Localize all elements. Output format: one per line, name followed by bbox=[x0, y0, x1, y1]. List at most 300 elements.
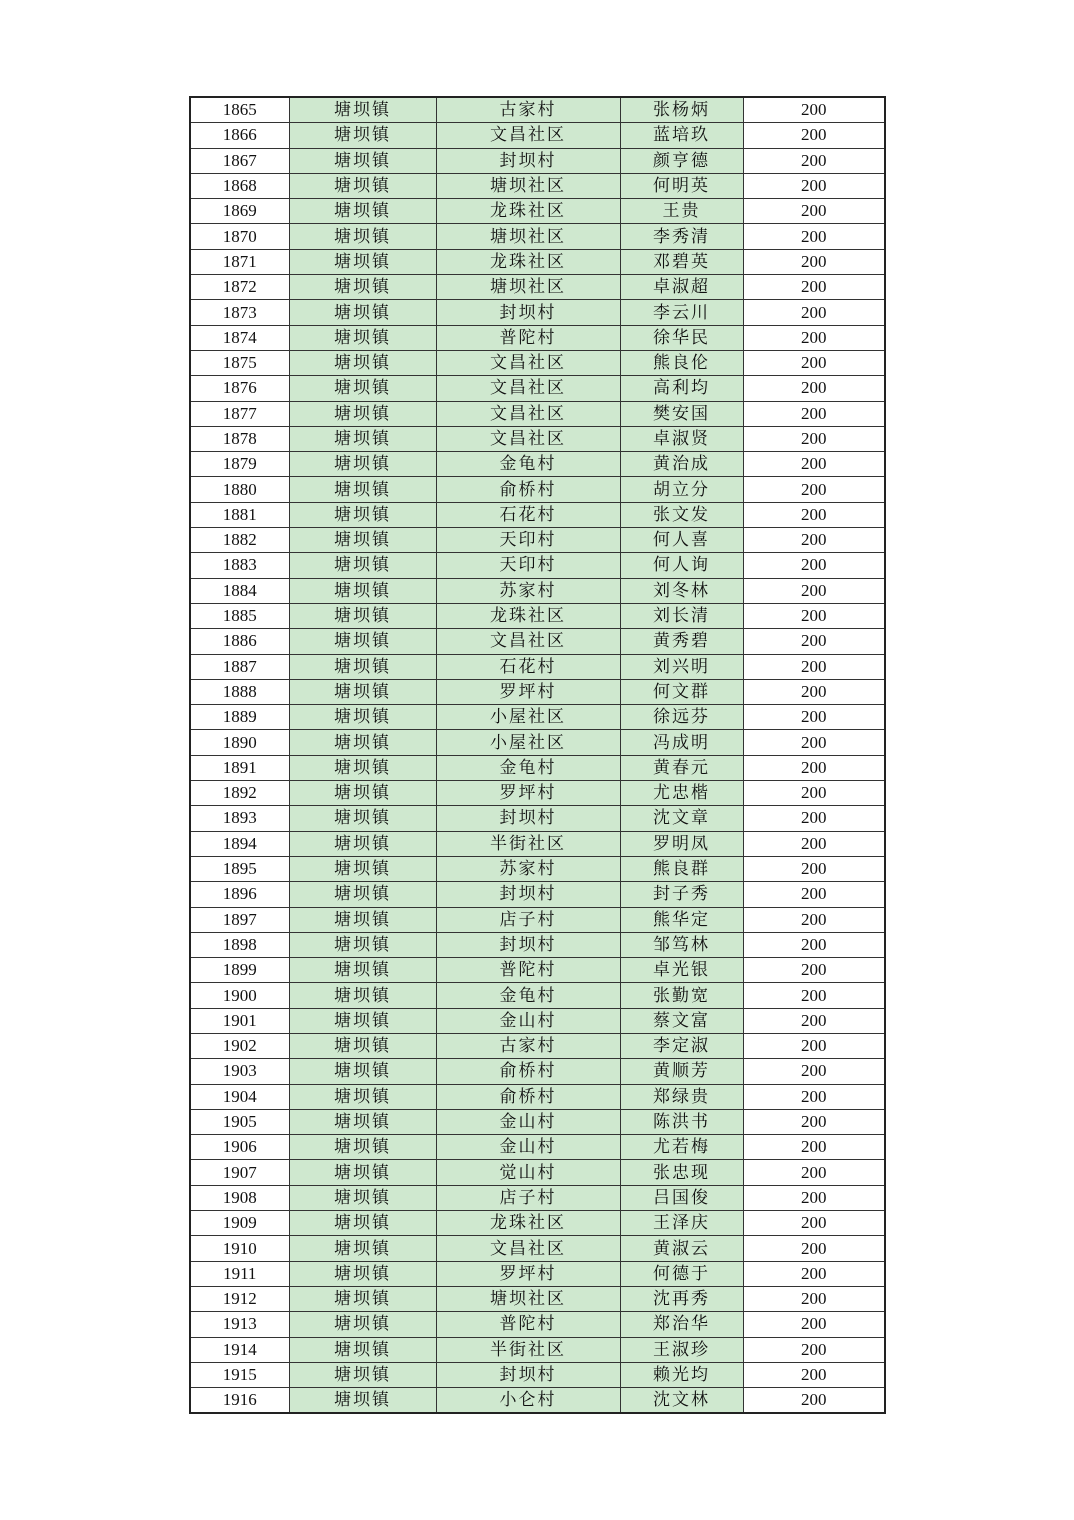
town-cell: 塘坝镇 bbox=[289, 1033, 436, 1058]
amount-cell: 200 bbox=[743, 1033, 885, 1058]
town-cell: 塘坝镇 bbox=[289, 705, 436, 730]
village-cell: 半街社区 bbox=[436, 1337, 620, 1362]
town-cell: 塘坝镇 bbox=[289, 1059, 436, 1084]
table-row bbox=[190, 1211, 885, 1236]
village-cell: 龙珠社区 bbox=[436, 199, 620, 224]
row-number: 1877 bbox=[190, 401, 289, 426]
table-row bbox=[190, 755, 885, 780]
person-name-cell: 王淑珍 bbox=[620, 1337, 743, 1362]
table-row bbox=[190, 856, 885, 881]
table-row bbox=[190, 882, 885, 907]
person-name-cell: 罗明凤 bbox=[620, 831, 743, 856]
table-row bbox=[190, 376, 885, 401]
row-number: 1885 bbox=[190, 603, 289, 628]
town-cell: 塘坝镇 bbox=[289, 426, 436, 451]
row-number: 1870 bbox=[190, 224, 289, 249]
row-number: 1898 bbox=[190, 932, 289, 957]
table-row bbox=[190, 603, 885, 628]
village-cell: 封坝村 bbox=[436, 932, 620, 957]
person-name-cell: 徐远芬 bbox=[620, 705, 743, 730]
table-row bbox=[190, 1160, 885, 1185]
village-cell: 封坝村 bbox=[436, 1362, 620, 1387]
person-name-cell: 沈文林 bbox=[620, 1388, 743, 1414]
person-name-cell: 卓淑贤 bbox=[620, 426, 743, 451]
village-cell: 觉山村 bbox=[436, 1160, 620, 1185]
person-name-cell: 王贵 bbox=[620, 199, 743, 224]
person-name-cell: 黄淑云 bbox=[620, 1236, 743, 1261]
row-number: 1910 bbox=[190, 1236, 289, 1261]
village-cell: 小屋社区 bbox=[436, 730, 620, 755]
town-cell: 塘坝镇 bbox=[289, 350, 436, 375]
row-number: 1907 bbox=[190, 1160, 289, 1185]
amount-cell: 200 bbox=[743, 528, 885, 553]
table-row bbox=[190, 1109, 885, 1134]
row-number: 1900 bbox=[190, 983, 289, 1008]
town-cell: 塘坝镇 bbox=[289, 275, 436, 300]
village-cell: 普陀村 bbox=[436, 958, 620, 983]
village-cell: 小屋社区 bbox=[436, 705, 620, 730]
person-name-cell: 李秀清 bbox=[620, 224, 743, 249]
village-cell: 金山村 bbox=[436, 1008, 620, 1033]
village-cell: 文昌社区 bbox=[436, 629, 620, 654]
row-number: 1867 bbox=[190, 148, 289, 173]
town-cell: 塘坝镇 bbox=[289, 856, 436, 881]
table-row bbox=[190, 907, 885, 932]
town-cell: 塘坝镇 bbox=[289, 1388, 436, 1414]
amount-cell: 200 bbox=[743, 300, 885, 325]
amount-cell: 200 bbox=[743, 1286, 885, 1311]
amount-cell: 200 bbox=[743, 553, 885, 578]
amount-cell: 200 bbox=[743, 629, 885, 654]
village-cell: 普陀村 bbox=[436, 1312, 620, 1337]
table-row bbox=[190, 401, 885, 426]
amount-cell: 200 bbox=[743, 1109, 885, 1134]
person-name-cell: 冯成明 bbox=[620, 730, 743, 755]
town-cell: 塘坝镇 bbox=[289, 224, 436, 249]
person-name-cell: 邹笃林 bbox=[620, 932, 743, 957]
town-cell: 塘坝镇 bbox=[289, 553, 436, 578]
table-row bbox=[190, 705, 885, 730]
town-cell: 塘坝镇 bbox=[289, 1109, 436, 1134]
row-number: 1875 bbox=[190, 350, 289, 375]
town-cell: 塘坝镇 bbox=[289, 755, 436, 780]
row-number: 1873 bbox=[190, 300, 289, 325]
village-cell: 封坝村 bbox=[436, 882, 620, 907]
row-number: 1899 bbox=[190, 958, 289, 983]
table-row bbox=[190, 452, 885, 477]
table-row bbox=[190, 1185, 885, 1210]
amount-cell: 200 bbox=[743, 932, 885, 957]
village-cell: 苏家村 bbox=[436, 856, 620, 881]
row-number: 1896 bbox=[190, 882, 289, 907]
table-row bbox=[190, 781, 885, 806]
person-name-cell: 郑治华 bbox=[620, 1312, 743, 1337]
town-cell: 塘坝镇 bbox=[289, 958, 436, 983]
town-cell: 塘坝镇 bbox=[289, 1084, 436, 1109]
village-cell: 金龟村 bbox=[436, 983, 620, 1008]
amount-cell: 200 bbox=[743, 806, 885, 831]
row-number: 1882 bbox=[190, 528, 289, 553]
person-name-cell: 黄治成 bbox=[620, 452, 743, 477]
amount-cell: 200 bbox=[743, 123, 885, 148]
village-cell: 店子村 bbox=[436, 1185, 620, 1210]
row-number: 1913 bbox=[190, 1312, 289, 1337]
town-cell: 塘坝镇 bbox=[289, 300, 436, 325]
table-row bbox=[190, 1236, 885, 1261]
amount-cell: 200 bbox=[743, 983, 885, 1008]
amount-cell: 200 bbox=[743, 249, 885, 274]
table-row bbox=[190, 1312, 885, 1337]
amount-cell: 200 bbox=[743, 781, 885, 806]
village-cell: 金山村 bbox=[436, 1135, 620, 1160]
row-number: 1872 bbox=[190, 275, 289, 300]
amount-cell: 200 bbox=[743, 1135, 885, 1160]
person-name-cell: 蔡文富 bbox=[620, 1008, 743, 1033]
amount-cell: 200 bbox=[743, 199, 885, 224]
amount-cell: 200 bbox=[743, 477, 885, 502]
row-number: 1902 bbox=[190, 1033, 289, 1058]
town-cell: 塘坝镇 bbox=[289, 679, 436, 704]
row-number: 1893 bbox=[190, 806, 289, 831]
village-cell: 普陀村 bbox=[436, 325, 620, 350]
table-row bbox=[190, 1388, 885, 1414]
village-cell: 封坝村 bbox=[436, 148, 620, 173]
table-row bbox=[190, 1059, 885, 1084]
person-name-cell: 张忠现 bbox=[620, 1160, 743, 1185]
row-number: 1865 bbox=[190, 97, 289, 123]
town-cell: 塘坝镇 bbox=[289, 932, 436, 957]
person-name-cell: 刘长清 bbox=[620, 603, 743, 628]
person-name-cell: 张文发 bbox=[620, 502, 743, 527]
row-number: 1889 bbox=[190, 705, 289, 730]
table-row bbox=[190, 654, 885, 679]
row-number: 1878 bbox=[190, 426, 289, 451]
amount-cell: 200 bbox=[743, 603, 885, 628]
amount-cell: 200 bbox=[743, 426, 885, 451]
town-cell: 塘坝镇 bbox=[289, 806, 436, 831]
village-cell: 龙珠社区 bbox=[436, 249, 620, 274]
person-name-cell: 郑绿贵 bbox=[620, 1084, 743, 1109]
person-name-cell: 张勤宽 bbox=[620, 983, 743, 1008]
person-name-cell: 李云川 bbox=[620, 300, 743, 325]
amount-cell: 200 bbox=[743, 1261, 885, 1286]
person-name-cell: 吕国俊 bbox=[620, 1185, 743, 1210]
table-row bbox=[190, 730, 885, 755]
village-cell: 古家村 bbox=[436, 97, 620, 123]
row-number: 1901 bbox=[190, 1008, 289, 1033]
village-cell: 文昌社区 bbox=[436, 376, 620, 401]
village-cell: 石花村 bbox=[436, 654, 620, 679]
town-cell: 塘坝镇 bbox=[289, 123, 436, 148]
table-row bbox=[190, 300, 885, 325]
table-row bbox=[190, 199, 885, 224]
amount-cell: 200 bbox=[743, 1337, 885, 1362]
town-cell: 塘坝镇 bbox=[289, 831, 436, 856]
village-cell: 俞桥村 bbox=[436, 1059, 620, 1084]
village-cell: 半街社区 bbox=[436, 831, 620, 856]
row-number: 1911 bbox=[190, 1261, 289, 1286]
town-cell: 塘坝镇 bbox=[289, 452, 436, 477]
town-cell: 塘坝镇 bbox=[289, 781, 436, 806]
person-name-cell: 尤若梅 bbox=[620, 1135, 743, 1160]
village-cell: 罗坪村 bbox=[436, 1261, 620, 1286]
table-row bbox=[190, 1008, 885, 1033]
village-cell: 龙珠社区 bbox=[436, 1211, 620, 1236]
village-cell: 文昌社区 bbox=[436, 123, 620, 148]
row-number: 1888 bbox=[190, 679, 289, 704]
town-cell: 塘坝镇 bbox=[289, 603, 436, 628]
table-row bbox=[190, 224, 885, 249]
village-cell: 塘坝社区 bbox=[436, 1286, 620, 1311]
row-number: 1881 bbox=[190, 502, 289, 527]
amount-cell: 200 bbox=[743, 958, 885, 983]
town-cell: 塘坝镇 bbox=[289, 654, 436, 679]
village-cell: 石花村 bbox=[436, 502, 620, 527]
town-cell: 塘坝镇 bbox=[289, 1286, 436, 1311]
table-row bbox=[190, 502, 885, 527]
row-number: 1905 bbox=[190, 1109, 289, 1134]
amount-cell: 200 bbox=[743, 325, 885, 350]
row-number: 1884 bbox=[190, 578, 289, 603]
person-name-cell: 黄秀碧 bbox=[620, 629, 743, 654]
village-cell: 龙珠社区 bbox=[436, 603, 620, 628]
table-row bbox=[190, 350, 885, 375]
person-name-cell: 黄顺芳 bbox=[620, 1059, 743, 1084]
table-row bbox=[190, 679, 885, 704]
table-row bbox=[190, 932, 885, 957]
row-number: 1906 bbox=[190, 1135, 289, 1160]
amount-cell: 200 bbox=[743, 730, 885, 755]
row-number: 1874 bbox=[190, 325, 289, 350]
row-number: 1879 bbox=[190, 452, 289, 477]
person-name-cell: 赖光均 bbox=[620, 1362, 743, 1387]
amount-cell: 200 bbox=[743, 654, 885, 679]
village-cell: 金龟村 bbox=[436, 452, 620, 477]
table-row bbox=[190, 528, 885, 553]
amount-cell: 200 bbox=[743, 148, 885, 173]
table-row bbox=[190, 1033, 885, 1058]
amount-cell: 200 bbox=[743, 1185, 885, 1210]
table-row bbox=[190, 477, 885, 502]
village-cell: 封坝村 bbox=[436, 806, 620, 831]
row-number: 1880 bbox=[190, 477, 289, 502]
village-cell: 文昌社区 bbox=[436, 350, 620, 375]
row-number: 1914 bbox=[190, 1337, 289, 1362]
person-name-cell: 张杨炳 bbox=[620, 97, 743, 123]
amount-cell: 200 bbox=[743, 755, 885, 780]
person-name-cell: 徐华民 bbox=[620, 325, 743, 350]
row-number: 1904 bbox=[190, 1084, 289, 1109]
person-name-cell: 封子秀 bbox=[620, 882, 743, 907]
town-cell: 塘坝镇 bbox=[289, 730, 436, 755]
row-number: 1908 bbox=[190, 1185, 289, 1210]
village-cell: 文昌社区 bbox=[436, 1236, 620, 1261]
table-row bbox=[190, 426, 885, 451]
row-number: 1868 bbox=[190, 173, 289, 198]
amount-cell: 200 bbox=[743, 1312, 885, 1337]
person-name-cell: 熊良伦 bbox=[620, 350, 743, 375]
person-name-cell: 卓光银 bbox=[620, 958, 743, 983]
town-cell: 塘坝镇 bbox=[289, 1337, 436, 1362]
amount-cell: 200 bbox=[743, 1059, 885, 1084]
village-cell: 文昌社区 bbox=[436, 426, 620, 451]
amount-cell: 200 bbox=[743, 831, 885, 856]
amount-cell: 200 bbox=[743, 882, 885, 907]
village-cell: 塘坝社区 bbox=[436, 173, 620, 198]
table-row bbox=[190, 1286, 885, 1311]
town-cell: 塘坝镇 bbox=[289, 1135, 436, 1160]
table-row bbox=[190, 553, 885, 578]
row-number: 1894 bbox=[190, 831, 289, 856]
village-cell: 天印村 bbox=[436, 553, 620, 578]
row-number: 1876 bbox=[190, 376, 289, 401]
town-cell: 塘坝镇 bbox=[289, 578, 436, 603]
amount-cell: 200 bbox=[743, 856, 885, 881]
person-name-cell: 何人喜 bbox=[620, 528, 743, 553]
row-number: 1887 bbox=[190, 654, 289, 679]
village-cell: 罗坪村 bbox=[436, 781, 620, 806]
person-name-cell: 陈洪书 bbox=[620, 1109, 743, 1134]
person-name-cell: 李定淑 bbox=[620, 1033, 743, 1058]
amount-cell: 200 bbox=[743, 1160, 885, 1185]
subsidy-roster-table bbox=[189, 96, 886, 1414]
amount-cell: 200 bbox=[743, 1084, 885, 1109]
village-cell: 俞桥村 bbox=[436, 1084, 620, 1109]
town-cell: 塘坝镇 bbox=[289, 249, 436, 274]
village-cell: 塘坝社区 bbox=[436, 224, 620, 249]
town-cell: 塘坝镇 bbox=[289, 376, 436, 401]
village-cell: 金山村 bbox=[436, 1109, 620, 1134]
amount-cell: 200 bbox=[743, 275, 885, 300]
amount-cell: 200 bbox=[743, 452, 885, 477]
town-cell: 塘坝镇 bbox=[289, 1160, 436, 1185]
town-cell: 塘坝镇 bbox=[289, 1261, 436, 1286]
amount-cell: 200 bbox=[743, 376, 885, 401]
person-name-cell: 熊良群 bbox=[620, 856, 743, 881]
table-row bbox=[190, 97, 885, 123]
row-number: 1912 bbox=[190, 1286, 289, 1311]
person-name-cell: 黄春元 bbox=[620, 755, 743, 780]
town-cell: 塘坝镇 bbox=[289, 1008, 436, 1033]
person-name-cell: 尤忠楷 bbox=[620, 781, 743, 806]
row-number: 1892 bbox=[190, 781, 289, 806]
table-row bbox=[190, 629, 885, 654]
town-cell: 塘坝镇 bbox=[289, 907, 436, 932]
village-cell: 塘坝社区 bbox=[436, 275, 620, 300]
amount-cell: 200 bbox=[743, 578, 885, 603]
row-number: 1897 bbox=[190, 907, 289, 932]
row-number: 1915 bbox=[190, 1362, 289, 1387]
person-name-cell: 邓碧英 bbox=[620, 249, 743, 274]
person-name-cell: 王泽庆 bbox=[620, 1211, 743, 1236]
person-name-cell: 何人询 bbox=[620, 553, 743, 578]
table-row bbox=[190, 578, 885, 603]
table-row bbox=[190, 831, 885, 856]
amount-cell: 200 bbox=[743, 1388, 885, 1414]
town-cell: 塘坝镇 bbox=[289, 983, 436, 1008]
table-row bbox=[190, 173, 885, 198]
amount-cell: 200 bbox=[743, 401, 885, 426]
town-cell: 塘坝镇 bbox=[289, 528, 436, 553]
person-name-cell: 熊华定 bbox=[620, 907, 743, 932]
row-number: 1891 bbox=[190, 755, 289, 780]
row-number: 1869 bbox=[190, 199, 289, 224]
table-row bbox=[190, 983, 885, 1008]
table-row bbox=[190, 123, 885, 148]
table-row bbox=[190, 1084, 885, 1109]
row-number: 1909 bbox=[190, 1211, 289, 1236]
row-number: 1903 bbox=[190, 1059, 289, 1084]
village-cell: 金龟村 bbox=[436, 755, 620, 780]
town-cell: 塘坝镇 bbox=[289, 477, 436, 502]
row-number: 1890 bbox=[190, 730, 289, 755]
village-cell: 苏家村 bbox=[436, 578, 620, 603]
table-row bbox=[190, 148, 885, 173]
town-cell: 塘坝镇 bbox=[289, 629, 436, 654]
village-cell: 罗坪村 bbox=[436, 679, 620, 704]
village-cell: 俞桥村 bbox=[436, 477, 620, 502]
person-name-cell: 蓝培玖 bbox=[620, 123, 743, 148]
person-name-cell: 樊安国 bbox=[620, 401, 743, 426]
amount-cell: 200 bbox=[743, 97, 885, 123]
row-number: 1871 bbox=[190, 249, 289, 274]
town-cell: 塘坝镇 bbox=[289, 502, 436, 527]
table-row bbox=[190, 1337, 885, 1362]
amount-cell: 200 bbox=[743, 224, 885, 249]
table-row bbox=[190, 1362, 885, 1387]
table-row bbox=[190, 806, 885, 831]
town-cell: 塘坝镇 bbox=[289, 401, 436, 426]
person-name-cell: 沈再秀 bbox=[620, 1286, 743, 1311]
town-cell: 塘坝镇 bbox=[289, 1362, 436, 1387]
person-name-cell: 沈文章 bbox=[620, 806, 743, 831]
town-cell: 塘坝镇 bbox=[289, 199, 436, 224]
village-cell: 文昌社区 bbox=[436, 401, 620, 426]
village-cell: 小仑村 bbox=[436, 1388, 620, 1414]
person-name-cell: 何明英 bbox=[620, 173, 743, 198]
amount-cell: 200 bbox=[743, 679, 885, 704]
row-number: 1886 bbox=[190, 629, 289, 654]
table-row bbox=[190, 325, 885, 350]
person-name-cell: 颜亨德 bbox=[620, 148, 743, 173]
town-cell: 塘坝镇 bbox=[289, 1236, 436, 1261]
row-number: 1916 bbox=[190, 1388, 289, 1414]
amount-cell: 200 bbox=[743, 1362, 885, 1387]
person-name-cell: 卓淑超 bbox=[620, 275, 743, 300]
person-name-cell: 高利均 bbox=[620, 376, 743, 401]
row-number: 1895 bbox=[190, 856, 289, 881]
amount-cell: 200 bbox=[743, 1211, 885, 1236]
table-row bbox=[190, 275, 885, 300]
village-cell: 店子村 bbox=[436, 907, 620, 932]
amount-cell: 200 bbox=[743, 705, 885, 730]
row-number: 1866 bbox=[190, 123, 289, 148]
town-cell: 塘坝镇 bbox=[289, 1312, 436, 1337]
row-number: 1883 bbox=[190, 553, 289, 578]
amount-cell: 200 bbox=[743, 1008, 885, 1033]
table-row bbox=[190, 249, 885, 274]
person-name-cell: 何德于 bbox=[620, 1261, 743, 1286]
amount-cell: 200 bbox=[743, 350, 885, 375]
person-name-cell: 何文群 bbox=[620, 679, 743, 704]
town-cell: 塘坝镇 bbox=[289, 325, 436, 350]
person-name-cell: 刘冬林 bbox=[620, 578, 743, 603]
amount-cell: 200 bbox=[743, 173, 885, 198]
village-cell: 天印村 bbox=[436, 528, 620, 553]
village-cell: 封坝村 bbox=[436, 300, 620, 325]
amount-cell: 200 bbox=[743, 1236, 885, 1261]
town-cell: 塘坝镇 bbox=[289, 173, 436, 198]
